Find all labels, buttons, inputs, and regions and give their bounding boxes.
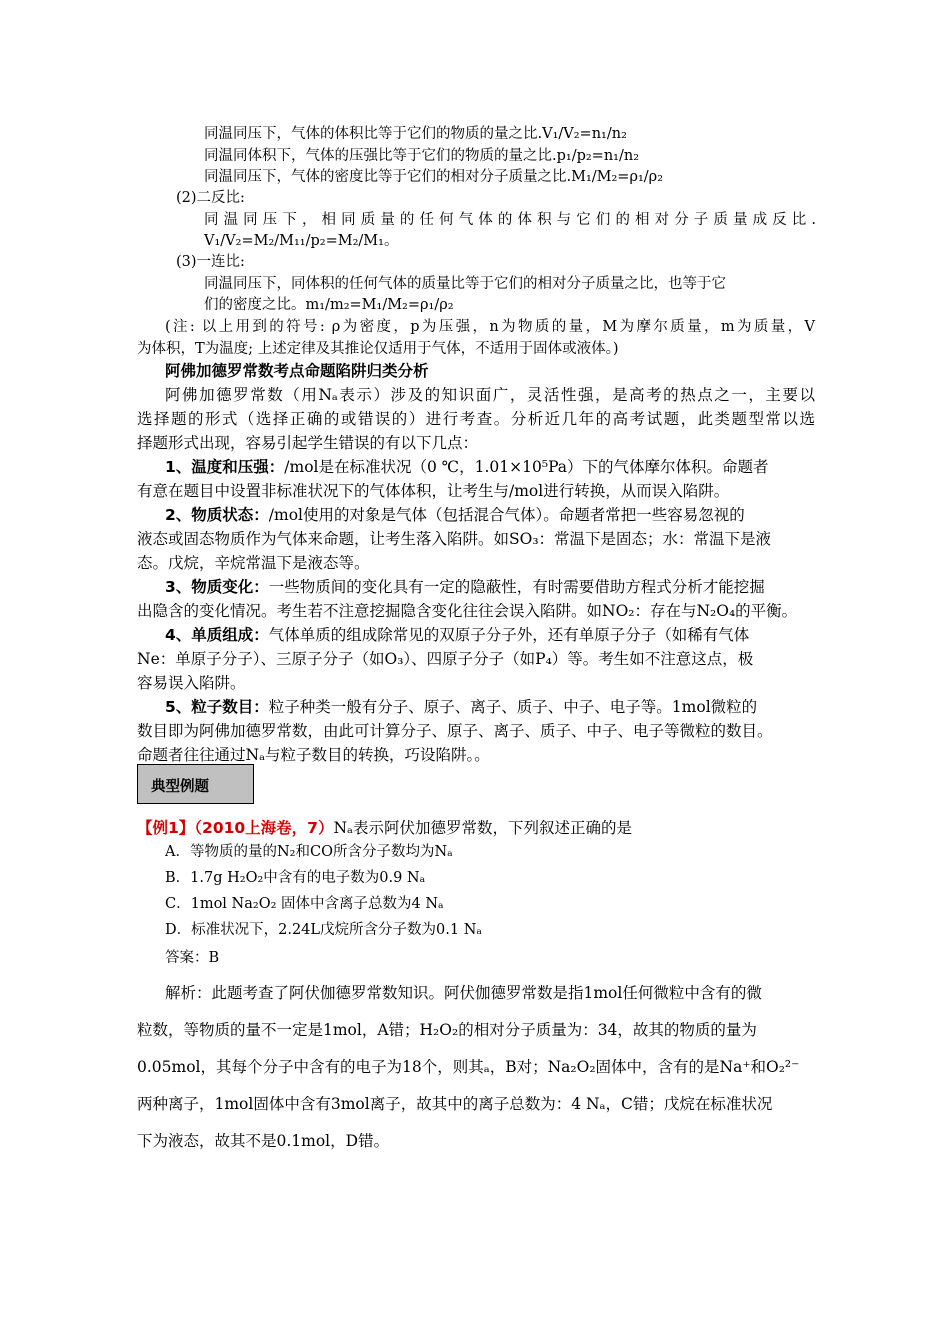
rule-line-6: 同温同压下，同体积的任何气体的质量比等于它们的相对分子质量之比，也等于它 <box>204 276 726 292</box>
item-4-head: 4、单质组成： <box>165 626 269 644</box>
example-1-heading <box>137 817 632 839</box>
item-3-line-1: 3、物质变化：一些物质间的变化具有一定的隐蔽性，有时需要借助方程式分析才能挖掘 <box>165 578 765 596</box>
rule-line-5: V₁/V₂=M₂/M₁₁/p₂=M₂/M₁。 <box>204 233 399 249</box>
example-1-question: Nₐ表示阿伏加德罗常数，下列叙述正确的是 <box>333 819 633 837</box>
example-1-tag: 【例1】（2010上海卷，7） <box>137 819 334 837</box>
solution-line-2: 粒数，等物质的量不一定是1mol，A错；H₂O₂的相对分子质量为：34，故其的物质的量为 <box>137 1021 757 1039</box>
option-b: B．1.7g H₂O₂中含有的电子数为0.9 Nₐ <box>165 870 426 886</box>
item-3-head: 3、物质变化： <box>165 578 269 596</box>
item-3-line-2: 出隐含的变化情况。考生若不注意挖掘隐含变化往往会误入陷阱。如NO₂：存在与N₂O₄的平衡。 <box>137 602 798 620</box>
section-para-line-1: 阿佛加德罗常数（用Nₐ表示）涉及的知识面广，灵活性强，是高考的热点之一，主要以 <box>165 386 815 404</box>
solution-line-3: 0.05mol，其每个分子中含有的电子为18个，则其ₐ，B对；Na₂O₂固体中，含有的是Na⁺和O₂²⁻ <box>137 1058 800 1076</box>
item-5-head: 5、粒子数目： <box>165 698 269 716</box>
option-d: D．标准状况下，2.24L戊烷所含分子数为0.1 Nₐ <box>165 922 482 938</box>
item-2-head: 2、物质状态： <box>165 506 269 524</box>
note-line-1: (注: 以上用到的符号: ρ为密度，p为压强，n为物质的量，M为摩尔质量，m为质量，V <box>165 319 815 335</box>
item-5-line-1: 5、粒子数目：粒子种类一般有分子、原子、离子、质子、中子、电子等。1mol微粒的 <box>165 698 758 716</box>
item-1-head: 1、温度和压强： <box>165 458 285 476</box>
item-1-line-2: 有意在题目中设置非标准状况下的气体体积，让考生与/mol进行转换，从而误入陷阱。 <box>137 482 730 500</box>
rule-line-7: 们的密度之比。m₁/m₂=M₁/M₂=ρ₁/ρ₂ <box>204 297 454 313</box>
item-2-line-3: 态。戊烷，辛烷常温下是液态等。 <box>137 554 370 572</box>
subheading-continued-ratio: (3)一连比: <box>176 254 245 270</box>
solution-line-4: 两种离子，1mol固体中含有3mol离子，故其中的离子总数为：4 Nₐ，C错；戊烷在标准状况 <box>137 1095 773 1113</box>
option-a: A．等物质的量的N₂和CO所含分子数均为Nₐ <box>165 844 453 860</box>
item-2-line-1: 2、物质状态：/mol使用的对象是气体（包括混合气体）。命题者常把一些容易忽视的 <box>165 506 745 524</box>
option-c: C．1mol Na₂O₂ 固体中含离子总数为4 Nₐ <box>165 896 444 912</box>
section-para-line-3: 择题形式出现，容易引起学生错误的有以下几点： <box>137 434 479 452</box>
item-4-line-1: 4、单质组成：气体单质的组成除常见的双原子分子外，还有单原子分子（如稀有气体 <box>165 626 750 644</box>
item-5-line-3: 命题者往往通过Nₐ与粒子数目的转换，巧设陷阱。。 <box>137 746 490 764</box>
rule-line-1: 同温同压下，气体的体积比等于它们的物质的量之比.V₁/V₂=n₁/n₂ <box>204 126 627 142</box>
rule-line-2: 同温同体积下，气体的压强比等于它们的物质的量之比.p₁/p₂=n₁/n₂ <box>204 148 640 164</box>
note-line-2: 为体积，T为温度; 上述定律及其推论仅适用于气体，不适用于固体或液体。) <box>137 341 619 357</box>
section-para-line-2: 选择题的形式（选择正确的或错误的）进行考查。分析近几年的高考试题，此类题型常以选 <box>137 410 815 428</box>
item-5-line-2: 数目即为阿佛加德罗常数，由此可计算分子、原子、离子、质子、中子、电子等微粒的数目。 <box>137 722 773 740</box>
section-title: 阿佛加德罗常数考点命题陷阱归类分析 <box>165 362 429 380</box>
answer: 答案：B <box>165 950 220 966</box>
typical-examples-label: 典型例题 <box>151 779 209 795</box>
typical-examples-box <box>137 764 254 804</box>
solution-line-5: 下为液态，故其不是0.1mol，D错。 <box>137 1132 390 1150</box>
item-4-line-2: Ne：单原子分子）、三原子分子（如O₃）、四原子分子（如P₄）等。考生如不注意这点，极 <box>137 650 754 668</box>
item-2-line-2: 液态或固态物质作为气体来命题，让考生落入陷阱。如SO₃：常温下是固态；水：常温下是液 <box>137 530 772 548</box>
solution-line-1: 解析：此题考查了阿伏伽德罗常数知识。阿伏伽德罗常数是指1mol任何微粒中含有的微 <box>165 984 762 1002</box>
rule-line-3: 同温同压下，气体的密度比等于它们的相对分子质量之比.M₁/M₂=ρ₁/ρ₂ <box>204 169 664 185</box>
rule-line-4: 同温同压下，相同质量的任何气体的体积与它们的相对分子质量成反比. <box>204 212 816 228</box>
item-4-line-3: 容易误入陷阱。 <box>137 674 246 692</box>
item-1-line-1: 1、温度和压强：/mol是在标准状况（0 ℃，1.01×10⁵Pa）下的气体摩尔体积。命题者 <box>165 458 769 476</box>
subheading-inverse-ratio: (2)二反比: <box>176 190 245 206</box>
